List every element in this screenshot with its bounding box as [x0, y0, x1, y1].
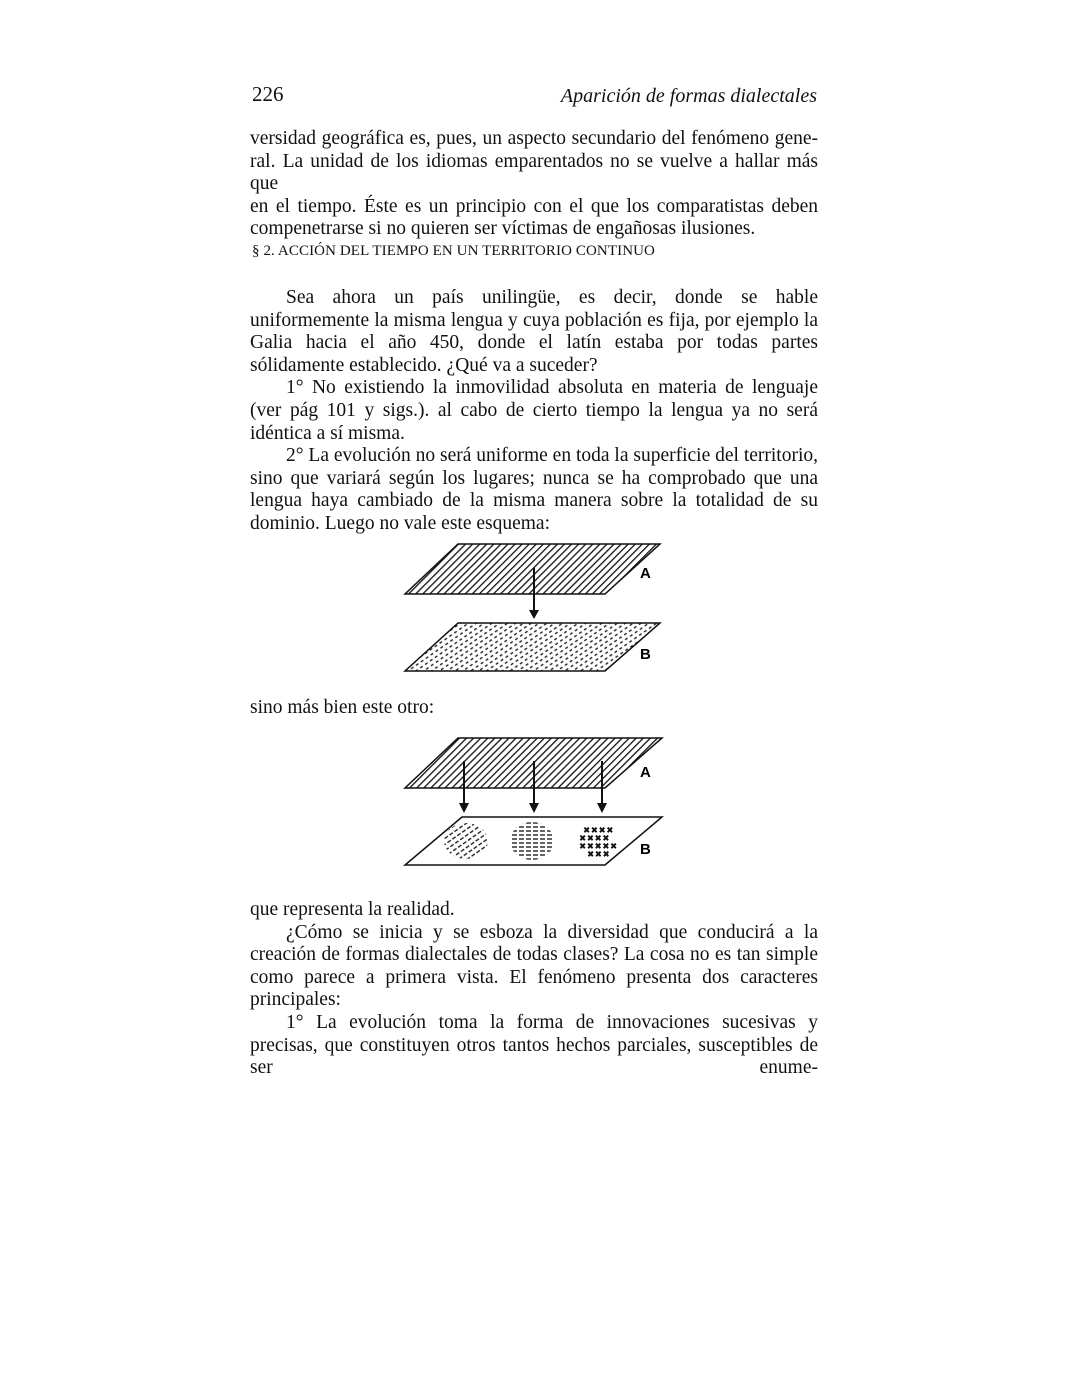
paragraph-5: 1° La evolución toma la forma de innovaciones sucesivas y precisas, que constituyen otros tantos hechos parciales, susceptibles de ser enume- — [250, 1011, 818, 1079]
plane-b-label: B — [640, 841, 651, 858]
svg-text:× × × × ×: × × × × × — [580, 841, 617, 851]
plane-a-label: A — [640, 764, 651, 781]
plane-b — [405, 817, 662, 865]
intro-line: ral. La unidad de los idiomas emparentados no se vuelve a hallar más que — [250, 150, 818, 195]
between-figures-text: sino más bien este otro: — [250, 697, 435, 718]
plane-b-label: B — [640, 646, 651, 663]
section-heading: § 2. ACCIÓN DEL TIEMPO EN UN TERRITORIO CONTINUO — [252, 243, 655, 259]
figure-uniform-change — [400, 538, 670, 676]
paragraph-4: ¿Cómo se inicia y se esboza la diversidad que conducirá a la creación de formas dialectales de todas clases? La cosa no es tan simple como parece a primera vista. El fenómeno presenta dos caracteres principales: — [250, 921, 818, 1011]
paragraph-1: Sea ahora un país unilingüe, es decir, donde se hable uniformemente la misma lengua y cuya población es fija, por ejemplo la Galia hacia el año 450, donde el latín estaba por todas partes sólidamente establecido. ¿Qué va a suceder? — [250, 287, 818, 376]
intro-paragraph — [250, 128, 818, 241]
intro-line: compenetrarse si no quieren ser víctimas de engañosas ilusiones. — [250, 218, 756, 240]
figure-local-change — [400, 733, 670, 871]
plane-a — [405, 544, 660, 594]
body-text-2 — [250, 899, 818, 1080]
page-number: 226 — [252, 82, 284, 106]
paragraph-3: 2° La evolución no será uniforme en toda la superficie del territorio, sino que variará según los lugares; nunca se ha comprobado que una lengua haya cambiado de la misma manera sobre la totalidad de su dominio. Luego no vale este esquema: — [250, 445, 818, 534]
body-text-1 — [250, 287, 818, 536]
running-title: Aparición de formas dialectales — [560, 85, 817, 107]
plane-b — [405, 623, 660, 671]
plane-a-label: A — [640, 565, 651, 582]
svg-text:× × × ×: × × × × — [580, 833, 609, 843]
after-figures-text: que representa la realidad. — [250, 899, 455, 920]
intro-line: versidad geográfica es, pues, un aspecto secundario del fenómeno gene- — [250, 128, 818, 149]
svg-text:× × × ×: × × × × — [584, 825, 613, 835]
intro-line: en el tiempo. Éste es un principio con el que los comparatistas deben — [250, 195, 818, 217]
dialect-patch-2 — [510, 822, 554, 860]
paragraph-2: 1° No existiendo la inmovilidad absoluta en materia de lenguaje (ver pág 101 y sigs.). al cabo de cierto tiempo la lengua ya no será idéntica a sí misma. — [250, 377, 818, 444]
dialect-patch-1 — [444, 823, 488, 859]
svg-text:× × ×: × × × — [588, 849, 609, 859]
